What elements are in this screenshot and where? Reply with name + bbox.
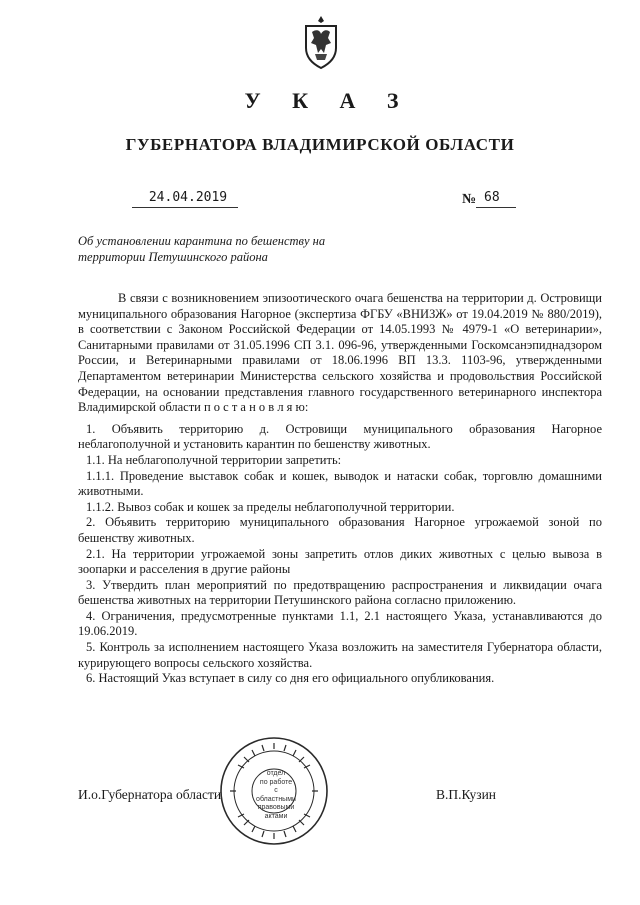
date-underline [132,207,238,208]
document-title: У К А З [244,88,412,113]
clause-1-1: 1.1. На неблагополучной территории запретить: [86,452,342,467]
clause-4: 4. Ограничения, предусмотренные пунктами 1.1, 2.1 настоящего Указа, устанавливаются до 19.06.2019. [78,608,602,639]
document-issuer: ГУБЕРНАТОРА ВЛАДИМИРСКОЙ ОБЛАСТИ [125,135,515,154]
stamp-center-text: отдел по работе с областными правовыми актами [256,770,296,820]
clause-2: 2. Объявить территорию муниципального образования Нагорное угрожаемой зоной по бешенству животных. [78,515,602,545]
document-date: 24.04.2019 [148,190,228,205]
clause-6: 6. Настоящий Указ вступает в силу со дня его официального опубликования. [86,671,495,686]
clause-2-1: 2.1. На территории угрожаемой зоны запретить отлов диких животных с целью вывоза в зоопарки и расселения в другие районы [78,546,602,577]
number-sign: № [462,192,477,207]
number-underline [476,207,516,208]
clause-5: 5. Контроль за исполнением настоящего Указа возложить на заместителя Губернатора области, курирующего вопросы сельского хозяйства. [78,640,602,670]
signatory-name: В.П.Кузин [436,787,497,802]
clause-3: 3. Утвердить план мероприятий по предотвращению распространения и ликвидации очага бешенства животных на территории Петушинского района согласно приложению. [78,577,602,608]
document-subject: Об установлении карантина по бешенству на территории Петушинского района [78,234,326,264]
clause-1: 1. Объявить территорию д. Островищи муниципального образования Нагорное неблагополучной и установить карантин по бешенству животных. [78,421,602,452]
document-body [78,291,602,687]
clause-1-1-2: 1.1.2. Вывоз собак и кошек за пределы неблагополучной территории. [86,499,455,514]
preamble-paragraph: В связи с возникновением эпизоотического очага бешенства на территории д. Островищи муниципального образования Нагорное (экспертиза ФГБУ «ВНИЗЖ» от 19.04.2019 № 880/2019), в соответствии с Законом Российской Федерации от 14.05.1993 № 4979-1 «О ветеринарии», Санитарными правилами от 31.05.1996 СП 3.1. 096-96, утвержденными Госкомсанэпиднадзором России, и Ветеринарными правилами от 18.06.1996 ВП 13.3. 1103-96, утвержденными Департаментом ветеринарии Министерства сельского хозяйства и продовольствия Российской Федерации, на основании представления главного государственного ветеринарного инспектора Владимирской области п о с т а н о в л я ю: [78,291,602,415]
coat-of-arms-icon [302,14,340,70]
document-number: 68 [484,190,500,205]
signatory-position: И.о.Губернатора области [78,787,222,802]
clause-1-1-1: 1.1.1. Проведение выставок собак и кошек, выводок и натаски собак, торговлю домашними животными. [78,468,602,499]
